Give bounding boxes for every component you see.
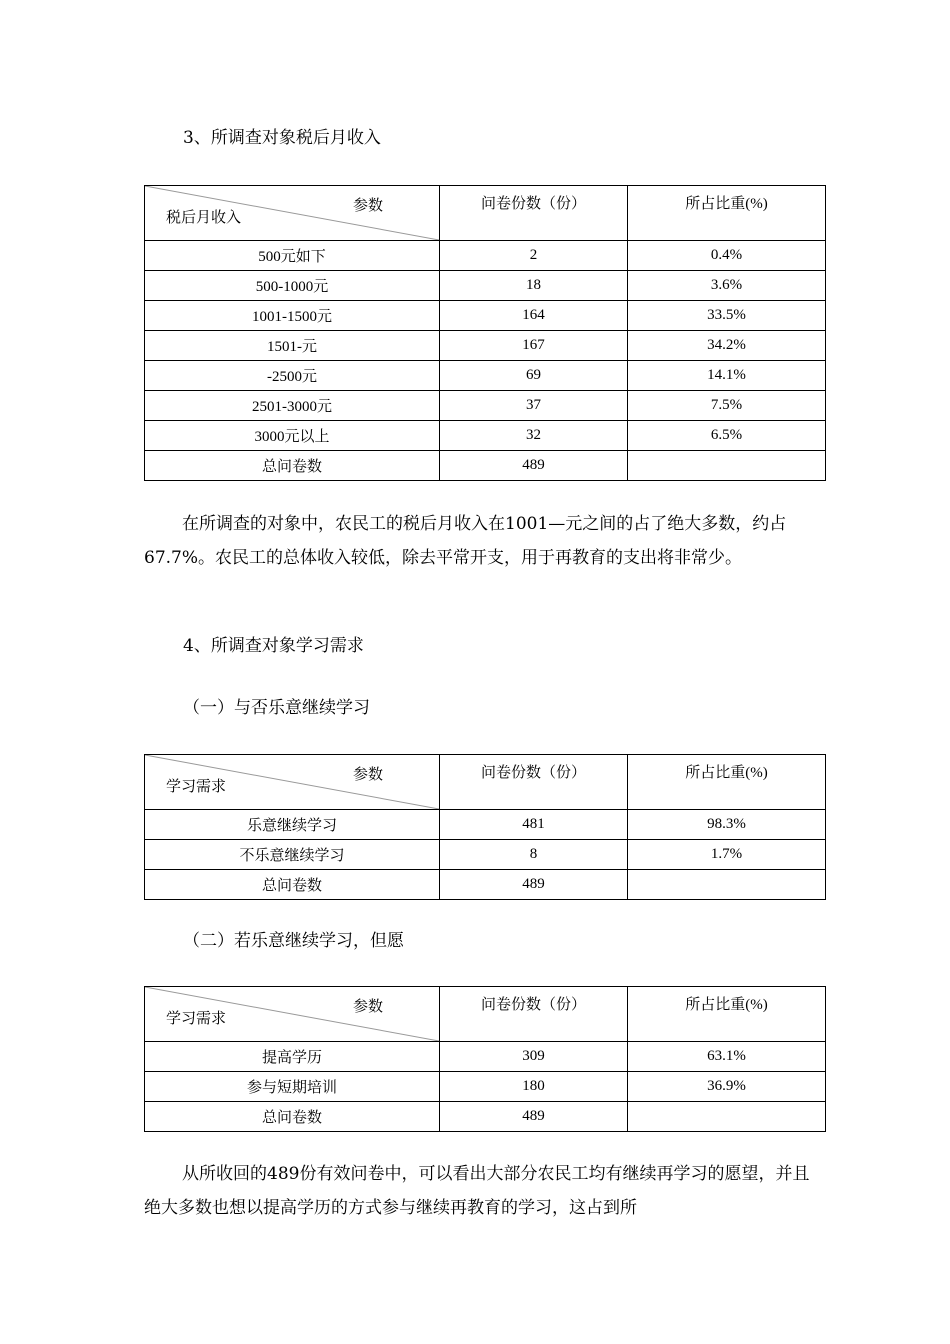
- row-count: 489: [440, 1102, 628, 1132]
- row-count: 8: [440, 840, 628, 870]
- row-count: 481: [440, 810, 628, 840]
- row-label: 总问卷数: [145, 451, 440, 481]
- row-percent: 98.3%: [628, 810, 826, 840]
- row-percent: 63.1%: [628, 1042, 826, 1072]
- table-row: [145, 1072, 826, 1102]
- column-header-percent: 所占比重(%): [628, 186, 826, 241]
- table-total-row: [145, 870, 826, 900]
- income-table: [144, 185, 826, 481]
- table-row: [145, 361, 826, 391]
- diag-top-label: 参数: [352, 767, 383, 783]
- paragraph-income-analysis: [144, 507, 826, 575]
- column-header-percent: 所占比重(%): [628, 987, 826, 1042]
- table-total-row: [145, 451, 826, 481]
- row-count: 167: [440, 331, 628, 361]
- table-total-row: [145, 1102, 826, 1132]
- table-row: [145, 1042, 826, 1072]
- column-header-count: 问卷份数（份）: [440, 987, 628, 1042]
- diag-bottom-label: 学习需求: [166, 779, 227, 795]
- willingness-table: [144, 754, 826, 900]
- row-percent: [628, 451, 826, 481]
- column-header-count: 问卷份数（份）: [440, 755, 628, 810]
- diag-bottom-label: 学习需求: [166, 1011, 227, 1027]
- row-label: 500元如下: [145, 241, 440, 271]
- paragraph-text: 在所调查的对象中，农民工的税后月收入在1001—元之间的占了绝大多数，约占67.7%。农民工的总体收入较低，除去平常开支，用于再教育的支出将非常少。: [144, 514, 787, 568]
- row-percent: 7.5%: [628, 391, 826, 421]
- section-3-heading: 3、所调查对象税后月收入: [183, 128, 381, 148]
- row-label: 提高学历: [145, 1042, 440, 1072]
- paragraph-conclusion: [144, 1157, 826, 1225]
- row-label: -2500元: [145, 361, 440, 391]
- paragraph-text: 从所收回的489份有效问卷中，可以看出大部分农民工均有继续再学习的愿望，并且绝大多数也想以提高学历的方式参与继续再教育的学习，这占到所: [144, 1164, 810, 1218]
- row-label: 总问卷数: [145, 1102, 440, 1132]
- row-label: 3000元以上: [145, 421, 440, 451]
- row-label: 总问卷数: [145, 870, 440, 900]
- row-label: 乐意继续学习: [145, 810, 440, 840]
- row-label: 500-1000元: [145, 271, 440, 301]
- table-row: [145, 271, 826, 301]
- diagonal-header-cell: [145, 186, 440, 241]
- row-count: 37: [440, 391, 628, 421]
- row-count: 489: [440, 870, 628, 900]
- row-percent: [628, 870, 826, 900]
- row-percent: 1.7%: [628, 840, 826, 870]
- table-row: [145, 840, 826, 870]
- column-header-percent: 所占比重(%): [628, 755, 826, 810]
- table-header-row: [145, 987, 826, 1042]
- table-header-row: [145, 186, 826, 241]
- table-row: [145, 331, 826, 361]
- row-percent: [628, 1102, 826, 1132]
- table-row: [145, 301, 826, 331]
- row-count: 309: [440, 1042, 628, 1072]
- row-label: 参与短期培训: [145, 1072, 440, 1102]
- diagonal-header-cell: [145, 987, 440, 1042]
- column-header-count: 问卷份数（份）: [440, 186, 628, 241]
- row-count: 489: [440, 451, 628, 481]
- row-percent: 0.4%: [628, 241, 826, 271]
- table-header-row: [145, 755, 826, 810]
- diagonal-header-cell: [145, 755, 440, 810]
- subsection-1-heading: （一）与否乐意继续学习: [183, 698, 370, 718]
- row-label: 1001-1500元: [145, 301, 440, 331]
- row-count: 69: [440, 361, 628, 391]
- row-count: 32: [440, 421, 628, 451]
- row-count: 164: [440, 301, 628, 331]
- row-count: 2: [440, 241, 628, 271]
- diag-top-label: 参数: [352, 999, 383, 1015]
- section-4-heading: 4、所调查对象学习需求: [183, 636, 364, 656]
- diag-bottom-label: 税后月收入: [166, 210, 242, 226]
- table-row: [145, 241, 826, 271]
- row-percent: 36.9%: [628, 1072, 826, 1102]
- table-row: [145, 421, 826, 451]
- row-percent: 34.2%: [628, 331, 826, 361]
- row-percent: 14.1%: [628, 361, 826, 391]
- table-row: [145, 810, 826, 840]
- table-row: [145, 391, 826, 421]
- diag-top-label: 参数: [352, 198, 383, 214]
- row-label: 1501-元: [145, 331, 440, 361]
- row-label: 不乐意继续学习: [145, 840, 440, 870]
- row-percent: 33.5%: [628, 301, 826, 331]
- row-count: 18: [440, 271, 628, 301]
- row-label: 2501-3000元: [145, 391, 440, 421]
- row-percent: 3.6%: [628, 271, 826, 301]
- learning-way-table: [144, 986, 826, 1132]
- row-count: 180: [440, 1072, 628, 1102]
- subsection-2-heading: （二）若乐意继续学习，但愿: [183, 931, 404, 951]
- row-percent: 6.5%: [628, 421, 826, 451]
